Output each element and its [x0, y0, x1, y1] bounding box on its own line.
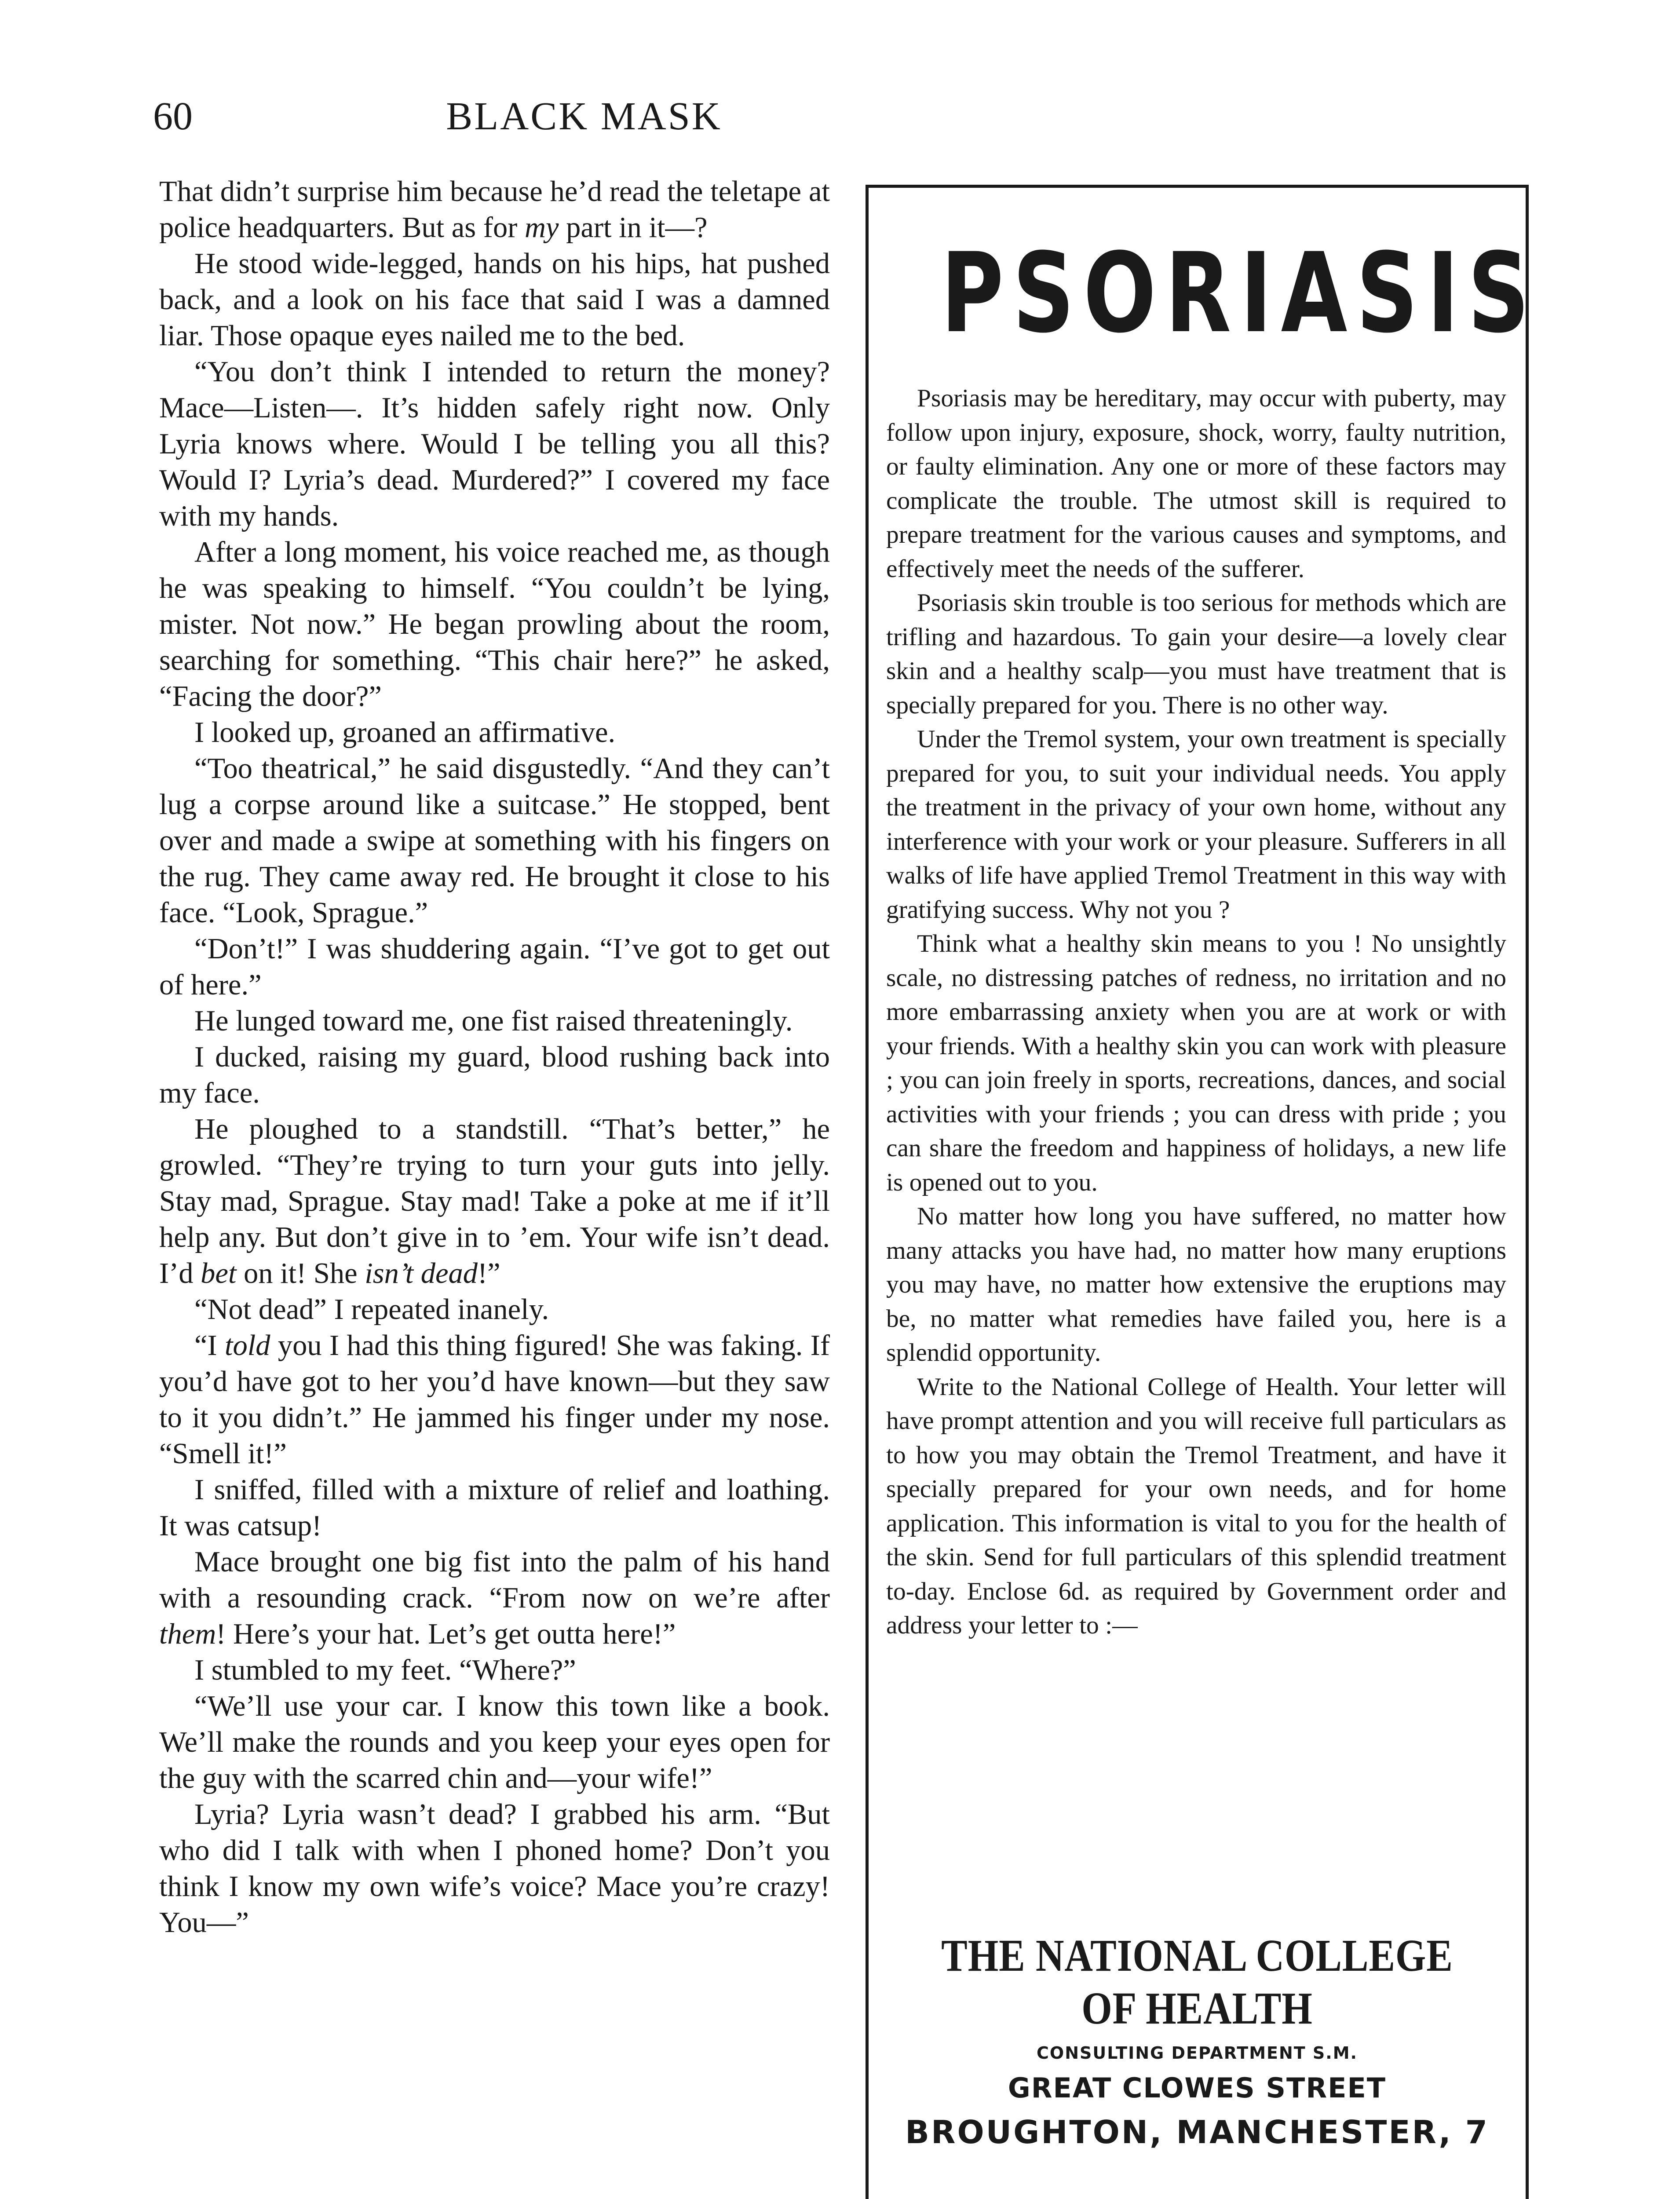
- story-paragraph: “We’ll use your car. I know this town like a book. We’ll make the rounds and you keep your eyes open for the guy with the scarred chin and—your wife!”: [159, 1690, 830, 1794]
- story-paragraph: I sniffed, filled with a mixture of relief and loathing. It was catsup!: [159, 1474, 830, 1542]
- story-paragraph: I looked up, groaned an affirmative.: [194, 716, 616, 749]
- page-header: [153, 90, 980, 152]
- ad-headline: PSORIASIS: [941, 229, 1539, 357]
- street-line: GREAT CLOWES STREET: [1008, 2072, 1387, 2104]
- ad-paragraph: Think what a healthy skin means to you ! No unsightly scale, no distressing patches of redness, no irritation and no more embarrassing anxiety when you are at work or with your friends. With a healthy skin you can work with pleasure ; you can join freely in sports, recreations, dances, and social activities with your friends ; you can dress with pride ; you can share the freedom and happiness of holidays, a new life is opened out to you.: [886, 930, 1506, 1196]
- story-paragraph: “I told you I had this thing figured! She was faking. If you’d have got to her you’d have known—but they saw to it you didn’t.” He jammed his finger under my nose. “Smell it!”: [159, 1330, 830, 1470]
- story-paragraph: Mace brought one big fist into the palm of his hand with a resounding crack. “From now on we’re after them! Here’s your hat. Let’s get outta here!”: [159, 1546, 830, 1650]
- story-paragraph: He lunged toward me, one fist raised threateningly.: [194, 1005, 793, 1037]
- story-paragraph: That didn’t surprise him because he’d read the teletape at police headquarters. But as for my part in it—?: [159, 175, 830, 244]
- ad-body: [886, 381, 1506, 1643]
- story-paragraph: He ploughed to a standstill. “That’s better,” he growled. “They’re trying to turn your guts into jelly. Stay mad, Sprague. Stay mad! Take a poke at me if it’ll help any. But don’t give in to ’em. Your wife isn’t dead. I’d bet on it! She isn’t dead!”: [159, 1113, 830, 1289]
- story-paragraph: He stood wide-legged, hands on his hips, hat pushed back, and a look on his face that said I was a damned liar. Those opaque eyes nailed me to the bed.: [159, 248, 830, 352]
- city-line: BROUGHTON, MANCHESTER, 7: [905, 2114, 1489, 2151]
- story-paragraph: “Too theatrical,” he said disgustedly. “And they can’t lug a corpse around like a suitcase.” He stopped, bent over and made a swipe at something with his fingers on the rug. They came away red. He brought it close to his face. “Look, Sprague.”: [159, 752, 830, 929]
- story-paragraph: “Don’t!” I was shuddering again. “I’ve got to get out of here.”: [159, 933, 830, 1001]
- ad-paragraph: Psoriasis skin trouble is too serious for methods which are trifling and hazardous. To gain your desire—a lovely clear skin and a healthy scalp—you must have treatment that is specially prepared for you. There is no other way.: [886, 589, 1506, 719]
- ad-paragraph: Psoriasis may be hereditary, may occur with puberty, may follow upon injury, exposure, shock, worry, faulty nutrition, or faulty elimination. Any one or more of these factors may complicate the trouble. The utmost skill is required to prepare treatment for the various causes and symptoms, and effectively meet the needs of the sufferer.: [886, 384, 1506, 583]
- story-paragraph: I stumbled to my feet. “Where?”: [194, 1654, 576, 1686]
- ad-paragraph: No matter how long you have suffered, no matter how many attacks you have had, no matter how many eruptions you may have, no matter how extensive the eruptions may be, no matter what remedies have failed you, here is a splendid opportunity.: [886, 1202, 1506, 1366]
- story-paragraph: After a long moment, his voice reached me, as though he was speaking to himself. “You couldn’t be lying, mister. Not now.” He began prowling about the room, searching for something. “This chair here?” he asked, “Facing the door?”: [159, 536, 830, 712]
- story-column: [159, 174, 830, 1941]
- page-number: 60: [153, 95, 193, 138]
- story-paragraph: Lyria? Lyria wasn’t dead? I grabbed his arm. “But who did I talk with when I phoned home? Don’t you think I know my own wife’s voice? Mace you’re crazy! You—”: [159, 1798, 830, 1939]
- department-line: CONSULTING DEPARTMENT S.M.: [1037, 2043, 1358, 2063]
- ad-paragraph: Under the Tremol system, your own treatment is specially prepared for you, to suit your individual needs. You apply the treatment in the privacy of your own home, without any interference with your work or your pleasure. Sufferers in all walks of life have applied Tremol Treatment in this way with gratifying success. Why not you ?: [886, 725, 1506, 924]
- story-paragraph: “You don’t think I intended to return the money? Mace—Listen—. It’s hidden safely right now. Only Lyria knows where. Would I be telling you all this? Would I? Lyria’s dead. Murdered?” I covered my face with my hands.: [159, 356, 830, 532]
- story-paragraph: I ducked, raising my guard, blood rushing back into my face.: [159, 1041, 830, 1109]
- organization-name: THE NATIONAL COLLEGE OF HEALTH: [941, 1930, 1453, 2034]
- story-paragraph: “Not dead” I repeated inanely.: [194, 1293, 549, 1326]
- running-title: BLACK MASK: [446, 95, 722, 138]
- ad-address-block: [869, 1929, 1526, 2156]
- ad-paragraph: Write to the National College of Health. Your letter will have prompt attention and you will receive full particulars as to how you may obtain the Tremol Treatment, and have it specially prepared for your own needs, and for home application. This information is vital to you for the health of the skin. Send for full particulars of this splendid treatment to-day. Enclose 6d. as required by Government order and address your letter to :—: [886, 1373, 1506, 1639]
- psoriasis-advertisement: [866, 185, 1539, 2199]
